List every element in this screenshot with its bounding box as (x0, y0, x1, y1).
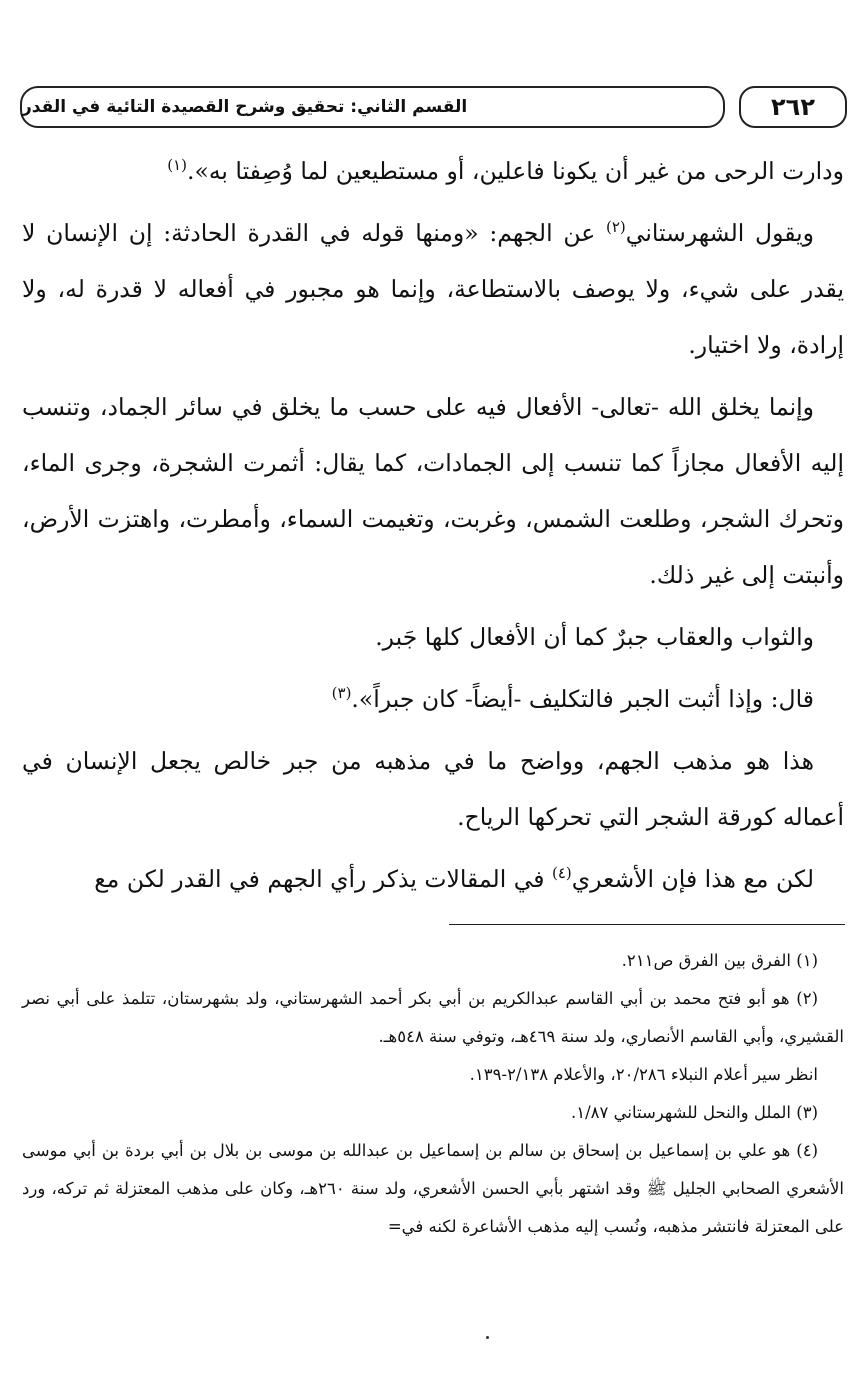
stray-mark (486, 1336, 489, 1339)
footnote-ref-3: (٣) (331, 684, 352, 703)
paragraph-6: هذا هو مذهب الجهم، وواضح ما في مذهبه من جبر خالص يجعل الإنسان في أعماله كورقة الشجر التي تحركها الرياح. (22, 747, 844, 831)
footnote-ref-2: (٢) (605, 218, 626, 237)
footnote-2: (٢) هو أبو فتح محمد بن أبي القاسم عبدالكريم بن أبي بكر أحمد الشهرستاني، ولد بشهرستان، تتلمذ على أبي نصر القشيري، وأبي القاسم الأنصاري، ولد سنة ٤٦٩هـ، وتوفي سنة ٥٤٨هـ. (22, 989, 844, 1046)
paragraph-5 (22, 671, 844, 727)
footnote-separator (449, 924, 845, 925)
paragraph-2-text-b: عن الجهم: «ومنها قوله في القدرة الحادثة: إن الإنسان لا يقدر على شيء، ولا يوصف بالاستطاعة، وإنما هو مجبور في أفعاله لا قدرة له، ولا إرادة، ولا اختيار. (22, 219, 844, 359)
running-title-text: القسم الثاني: تحقيق وشرح القصيدة التائية في القدر (22, 97, 468, 117)
main-text (22, 143, 844, 913)
paragraph-1 (22, 143, 844, 199)
paragraph-7 (22, 851, 844, 907)
paragraph-7-text-a: لكن مع هذا فإن الأشعري (571, 865, 814, 893)
page-header (20, 82, 847, 132)
paragraph-2 (22, 205, 844, 373)
footnote-3: (٣) الملل والنحل للشهرستاني ١/٨٧. (570, 1103, 818, 1122)
paragraph-3: وإنما يخلق الله -تعالى- الأفعال فيه على حسب ما يخلق في سائر الجماد، وتنسب إليه الأفعال مجازاً كما تنسب إلى الجمادات، كما يقال: أثمرت الشجرة، وجرى الماء، وتحرك الشجر، وطلعت الشمس، وغربت، وتغيمت السماء، وأمطرت، واهتزت الأرض، وأنبتت إلى غير ذلك. (22, 393, 844, 589)
paragraph-5-text: قال: وإذا أثبت الجبر فالتكليف -أيضاً- كان جبراً». (351, 685, 814, 713)
paragraph-7-text-b: في المقالات يذكر رأي الجهم في القدر لكن مع (94, 865, 552, 893)
paragraph-2-text-a: ويقول الشهرستاني (625, 219, 814, 247)
footnote-ref-1: (١) (167, 156, 187, 175)
footnote-4: (٤) هو علي بن إسماعيل بن إسحاق بن سالم بن إسماعيل بن عبدالله بن موسى بن بلال بن أبي بردة بن أبي موسى الأشعري الصحابي الجليل ﷺ وقد اشتهر بأبي الحسن الأشعري، ولد سنة ٢٦٠هـ، وكان على مذهب المعتزلة ثم تركه، ورد على المعتزلة فانتشر مذهبه، ونُسب إليه مذهب الأشاعرة لكنه في= (22, 1141, 844, 1236)
page-number: ٢٦٢ (739, 86, 847, 128)
paragraph-4: والثواب والعقاب جبرٌ كما أن الأفعال كلها جَبر. (375, 623, 814, 651)
footnote-2-reference: انظر سير أعلام النبلاء ٢٠/٢٨٦، والأعلام ٢/١٣٨-١٣٩. (469, 1065, 818, 1084)
running-title (20, 86, 725, 128)
footnote-ref-4: (٤) (551, 864, 572, 883)
footnotes (22, 942, 844, 1246)
paragraph-1-text: ودارت الرحى من غير أن يكونا فاعلين، أو مستطيعين لما وُصِفتا به». (186, 157, 844, 185)
footnote-1: (١) الفرق بين الفرق ص٢١١. (621, 951, 818, 970)
